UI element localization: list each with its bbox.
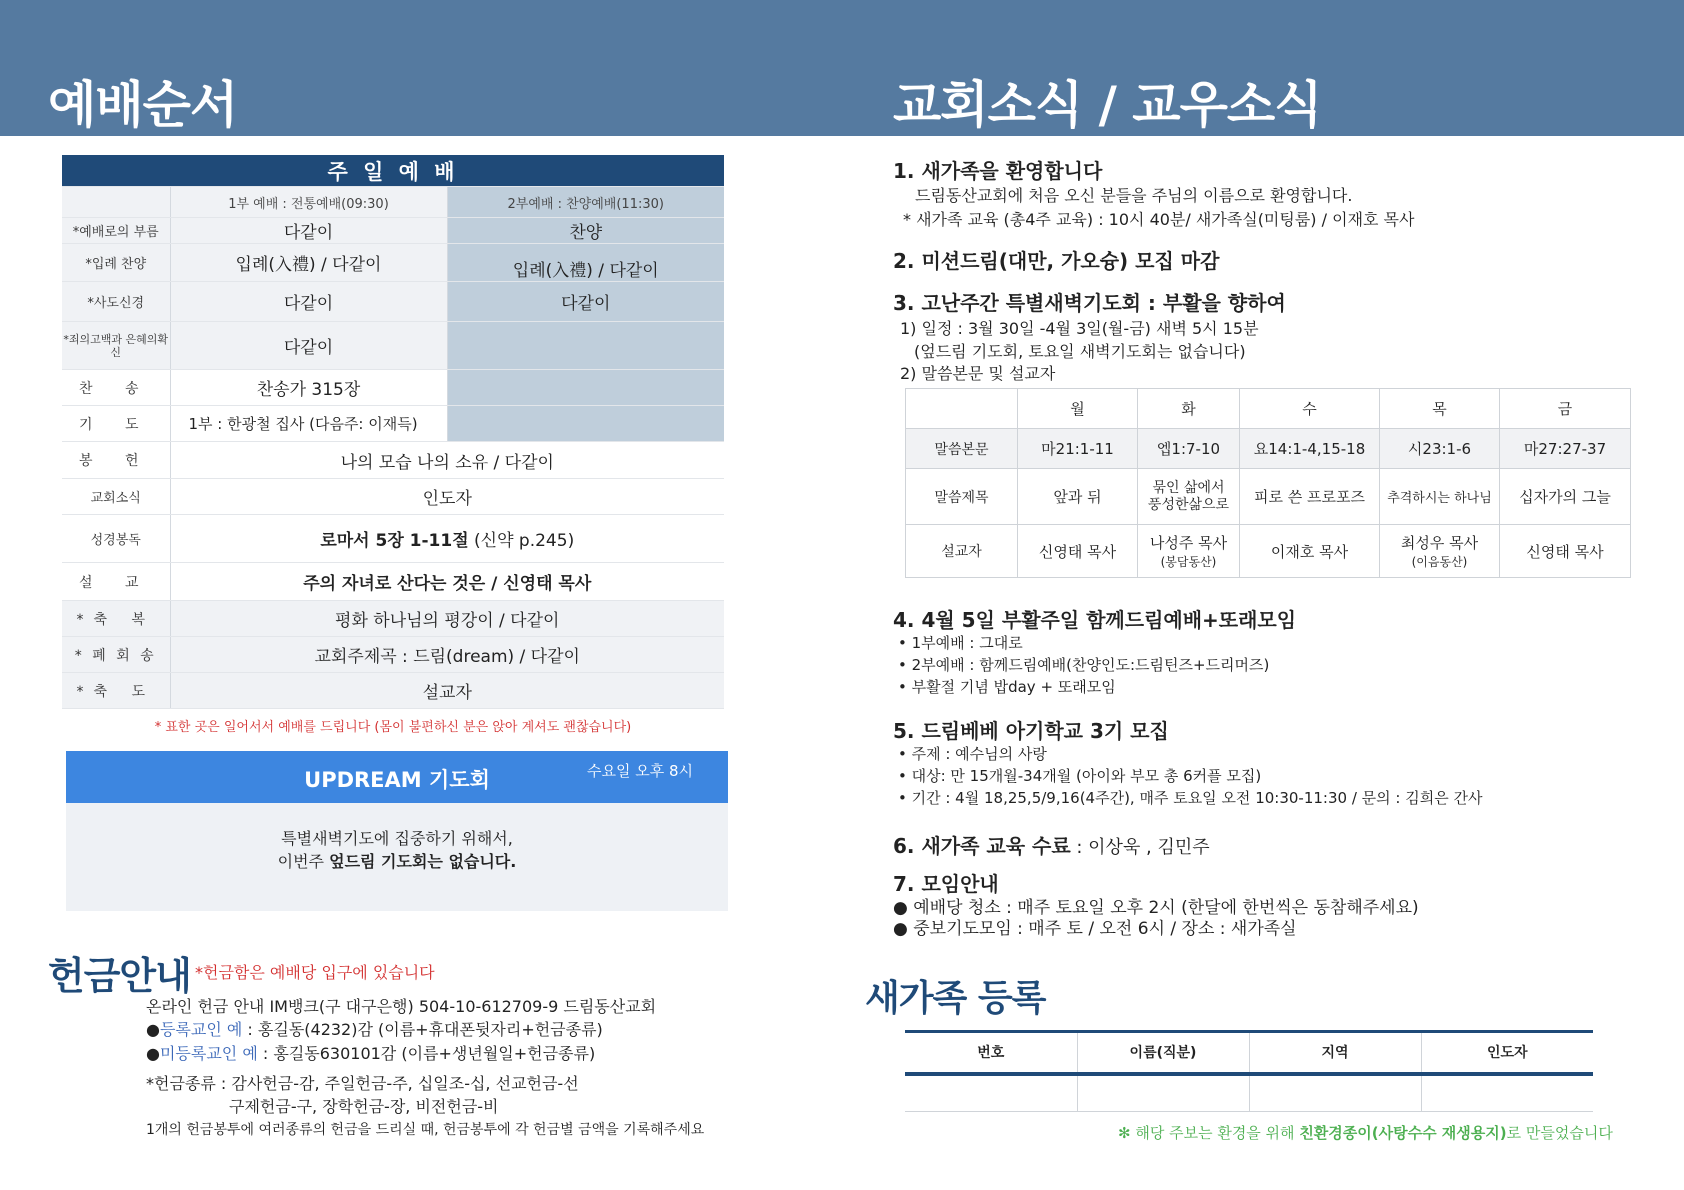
- row-label: 기 도: [62, 406, 170, 442]
- news6-names: : 이상욱 , 김민주: [1070, 837, 1210, 858]
- bullet-icon: ●: [146, 1020, 160, 1039]
- news1-line2: * 새가족 교육 (총4주 교육) : 10시 40분/ 새가족실(미팅룸) / 이재호 목사: [903, 210, 1415, 229]
- registered-label: 등록교인 예: [159, 1020, 243, 1039]
- scripture-cell: 시23:1-6: [1380, 429, 1500, 469]
- row-label: 말씀본문: [906, 429, 1018, 469]
- updream-line1: 특별새벽기도에 집중하기 위해서,: [281, 829, 513, 848]
- col-header-region: 지역: [1249, 1032, 1421, 1074]
- scripture-cell: 엡1:7-10: [1138, 429, 1240, 469]
- offering-online: 온라인 헌금 안내 IM뱅크(구 대구은행) 504-10-612709-9 드림동산교회: [146, 997, 657, 1016]
- row-value: [447, 370, 724, 406]
- corner-cell: [62, 187, 170, 218]
- news2-title: 2. 미션드림(대만, 가오슝) 모집 마감: [893, 249, 1220, 273]
- offering-unregistered: [146, 1041, 595, 1064]
- title-cell: 피로 쓴 프로포즈: [1240, 469, 1380, 525]
- scripture-page: (신약 p.245): [468, 531, 575, 551]
- news5-line3: • 기간 : 4월 18,25,5/9,16(4주간), 매주 토요일 오전 10:30-11:30 / 문의 : 김희은 간사: [898, 789, 1483, 807]
- eco-prefix: ✻ 해당 주보는 환경을 위해: [1118, 1124, 1300, 1142]
- col-header-number: 번호: [905, 1032, 1077, 1074]
- news7-line1: ● 예배당 청소 : 매주 토요일 오후 2시 (한달에 한번씩은 동참해주세요): [893, 898, 1419, 918]
- updream-line2-bold: 엎드림 기도회는 없습니다.: [329, 852, 517, 871]
- updream-line2-prefix: 이번주: [277, 852, 330, 871]
- row-value: 다같이: [170, 322, 447, 370]
- day-header: 수: [1240, 389, 1380, 429]
- row-value: [170, 515, 724, 563]
- news6-title: 6. 새가족 교육 수료: [893, 834, 1071, 858]
- row-label: *죄의고백과 은혜의확신: [62, 322, 170, 370]
- row-label: * 폐 회 송: [62, 637, 170, 673]
- row-value: 다같이: [170, 218, 447, 244]
- updream-title: UPDREAM 기도회: [304, 768, 490, 792]
- news4-line1: • 1부예배 : 그대로: [898, 634, 1023, 652]
- preacher-cell: [1380, 525, 1500, 578]
- news1-line1: 드림동산교회에 처음 오신 분들을 주님의 이름으로 환영합니다.: [915, 186, 1353, 205]
- offering-registered: [146, 1017, 603, 1040]
- preacher-name: 최성우 목사: [1400, 534, 1479, 552]
- news3-line1: 1) 일정 : 3월 30일 -4월 3일(월-금) 새벽 5시 15분: [900, 319, 1259, 338]
- news7-title: 7. 모임안내: [893, 872, 999, 896]
- preacher-name: 나성주 목사: [1149, 534, 1228, 552]
- news3-title: 3. 고난주간 특별새벽기도회 : 부활을 향하여: [893, 291, 1286, 315]
- updream-line2: [66, 849, 728, 872]
- eco-footer: [1118, 1122, 1613, 1143]
- preacher-church: (봉담동산): [1160, 555, 1217, 569]
- entry-cell[interactable]: [1077, 1074, 1249, 1112]
- sermon-schedule-table: [905, 388, 1631, 578]
- news7-line2: ● 중보기도모임 : 매주 토 / 오전 6시 / 장소 : 새가족실: [893, 919, 1297, 939]
- updream-time: 수요일 오후 8시: [587, 762, 694, 780]
- day-header: 목: [1380, 389, 1500, 429]
- entry-cell[interactable]: [1249, 1074, 1421, 1112]
- row-value: 주의 자녀로 산다는 것은 / 신영태 목사: [170, 563, 724, 601]
- title-line: 풍성한삶으로: [1147, 496, 1230, 513]
- news4-line2: • 2부예배 : 함께드림예배(찬양인도:드림틴즈+드리머즈): [898, 656, 1270, 674]
- row-label: 성경봉독: [62, 515, 170, 563]
- left-page-title: 예배순서: [48, 76, 238, 134]
- scripture-ref: 로마서 5장 1-11절: [320, 531, 469, 551]
- eco-paper: 친환경종이(사탕수수 재생용지): [1299, 1124, 1507, 1142]
- preacher-cell: 이재호 목사: [1240, 525, 1380, 578]
- row-value: 인도자: [170, 479, 724, 515]
- row-value: 설교자: [170, 673, 724, 709]
- entry-cell[interactable]: [905, 1074, 1077, 1112]
- scripture-cell: 마21:1-11: [1018, 429, 1138, 469]
- row-value: 찬송가 315장: [170, 370, 447, 406]
- row-value: 평화 하나님의 평강이 / 다같이: [170, 601, 724, 637]
- row-value: 나의 모습 나의 소유 / 다같이: [170, 442, 724, 479]
- row-value: 입례(入禮) / 다같이: [447, 244, 724, 282]
- header-blank: [906, 389, 1018, 429]
- news1-title: 1. 새가족을 환영합니다: [893, 159, 1103, 183]
- unregistered-label: 미등록교인 예: [159, 1044, 258, 1063]
- day-header: 화: [1138, 389, 1240, 429]
- offering-envelope-note: 1개의 헌금봉투에 여러종류의 헌금을 드리실 때, 헌금봉투에 각 헌금별 금액을 기록해주세요: [146, 1122, 705, 1138]
- preacher-cell: 신영태 목사: [1500, 525, 1631, 578]
- row-label: 말씀제목: [906, 469, 1018, 525]
- title-line: 묶인 삶에서: [1152, 479, 1225, 496]
- news3-line3: 2) 말씀본문 및 설교자: [900, 364, 1056, 383]
- row-value: 1부 : 한광철 집사 (다음주: 이재득): [170, 406, 447, 442]
- title-cell: 십자가의 그늘: [1500, 469, 1631, 525]
- family-registration-table: [905, 1030, 1593, 1112]
- scripture-cell: 마27:27-37: [1500, 429, 1631, 469]
- offering-title: 헌금안내: [48, 954, 191, 998]
- news3-line2: (엎드림 기도회, 토요일 새벽기도회는 없습니다): [914, 342, 1246, 361]
- news4-title: 4. 4월 5일 부활주일 함께드림예배+또래모임: [893, 608, 1297, 632]
- row-label: 설 교: [62, 563, 170, 601]
- preacher-church: (이음동산): [1411, 555, 1468, 569]
- title-cell: 앞과 뒤: [1018, 469, 1138, 525]
- family-title: 새가족 등록: [865, 978, 1046, 1019]
- news6: [893, 830, 1210, 859]
- row-label: 설교자: [906, 525, 1018, 578]
- row-label: 봉 헌: [62, 442, 170, 479]
- row-label: *입례 찬양: [62, 244, 170, 282]
- row-label: *사도신경: [62, 282, 170, 322]
- news5-title: 5. 드림베베 아기학교 3기 모집: [893, 719, 1169, 743]
- worship-title: 주 일 예 배: [62, 155, 724, 187]
- bullet-icon: ●: [146, 1044, 160, 1063]
- col-header-leader: 인도자: [1486, 1045, 1528, 1062]
- row-label: *예배로의 부름: [62, 218, 170, 244]
- title-cell: [1138, 469, 1240, 525]
- scripture-cell: 요14:1-4,15-18: [1240, 429, 1380, 469]
- row-value: 다같이: [170, 282, 447, 322]
- day-header: 월: [1018, 389, 1138, 429]
- worship-order-table: [62, 155, 724, 709]
- news4-line3: • 부활절 기념 밥day + 또래모임: [898, 678, 1116, 696]
- entry-cell[interactable]: [1421, 1074, 1593, 1112]
- eco-suffix: 로 만들었습니다: [1506, 1124, 1613, 1142]
- day-header: 금: [1500, 389, 1631, 429]
- offering-types-cont: 구제헌금-구, 장학헌금-장, 비전헌금-비: [229, 1097, 499, 1116]
- row-value: 입례(入禮) / 다같이: [170, 244, 447, 282]
- standing-note: * 표한 곳은 일어서서 예배를 드립니다 (몸이 불편하신 분은 앉아 계셔도 괜찮습니다): [154, 720, 632, 735]
- row-value: [447, 406, 724, 442]
- row-value: 교회주제곡 : 드림(dream) / 다같이: [170, 637, 724, 673]
- unregistered-example: : 홍길동630101감 (이름+생년월일+헌금종류): [257, 1044, 596, 1063]
- row-label: *축 복: [62, 601, 170, 637]
- row-label: 교회소식: [62, 479, 170, 515]
- right-page-title: 교회소식 / 교우소식: [893, 76, 1322, 134]
- offering-types: *헌금종류 : 감사헌금-감, 주일헌금-주, 십일조-십, 선교헌금-선: [146, 1074, 579, 1093]
- row-label: *축 도: [62, 673, 170, 709]
- service2-header: 2부예배 : 찬양예배(11:30): [447, 187, 724, 218]
- preacher-cell: [1138, 525, 1240, 578]
- row-value: 다같이: [447, 282, 724, 322]
- row-value: 찬양: [447, 218, 724, 244]
- row-value: [447, 322, 724, 370]
- header-bar: [0, 0, 1684, 136]
- news5-line2: • 대상: 만 15개월-34개월 (아이와 부모 총 6커플 모집): [898, 767, 1262, 785]
- news5-line1: • 주제 : 예수님의 사랑: [898, 745, 1047, 763]
- col-header-name: 이름(직분): [1077, 1032, 1249, 1074]
- service1-header: 1부 예배 : 전통예배(09:30): [170, 187, 447, 218]
- title-cell: 추격하시는 하나님: [1380, 469, 1500, 525]
- row-label: 찬 송: [62, 370, 170, 406]
- offering-subtitle: *헌금함은 예배당 입구에 있습니다: [195, 963, 435, 982]
- registered-example: : 홍길동(4232)감 (이름+휴대폰뒷자리+헌금종류): [242, 1020, 603, 1039]
- preacher-cell: 신영태 목사: [1018, 525, 1138, 578]
